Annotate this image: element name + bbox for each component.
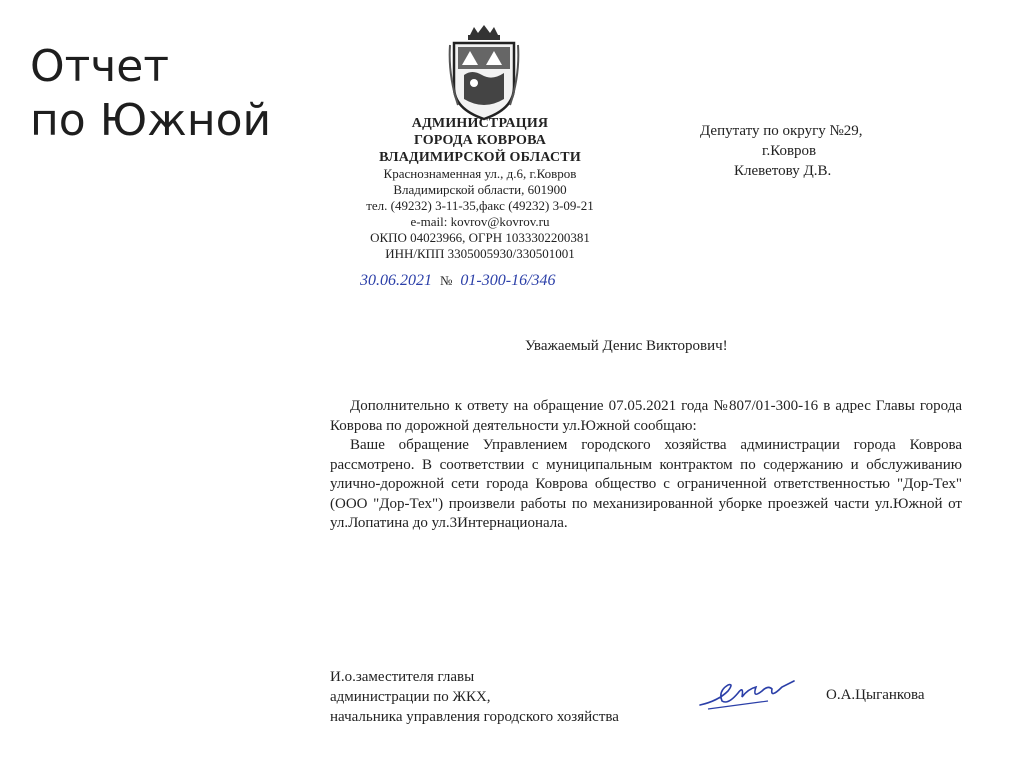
inn-kpp-line: ИНН/КПП 3305005930/330501001 (385, 246, 575, 261)
signer-position (330, 667, 619, 727)
org-name-line: АДМИНИСТРАЦИЯ (411, 116, 549, 131)
email-line: e-mail: kovrov@kovrov.ru (410, 214, 550, 229)
address-line: Краснознаменная ул., д.6, г.Ковров (383, 166, 577, 181)
addressee-line: Депутату по округу №29, (700, 123, 863, 139)
signer-position-line: администрации по ЖКХ, (330, 689, 491, 705)
signer-position-line: начальника управления городского хозяйства (330, 709, 619, 725)
addressee-line: г.Ковров (762, 143, 817, 159)
slide-title (30, 40, 271, 148)
letterhead (330, 115, 630, 262)
org-name-line: ГОРОДА КОВРОВА (413, 133, 547, 148)
addressee-line: Клеветову Д.В. (734, 163, 832, 179)
handwritten-signature (698, 675, 798, 715)
letter-date: 30.06.2021 (360, 272, 432, 289)
signer-position-line: И.о.заместителя главы (330, 669, 475, 685)
slide-title-line-2: по Южной (30, 95, 272, 146)
greeting: Уважаемый Денис Викторович! (525, 338, 728, 354)
letter-number: 01-300-16/346 (460, 272, 556, 289)
body-paragraph: Дополнительно к ответу на обращение 07.05.2021 года №807/01-300-16 в адрес Главы города Коврова по дорожной деятельности ул.Южной сообщаю: (330, 398, 962, 434)
letter-date-number (360, 272, 556, 290)
okpo-ogrn-line: ОКПО 04023966, ОГРН 1033302200381 (370, 230, 590, 245)
coat-of-arms-icon (448, 25, 520, 121)
addressee-block (700, 121, 960, 181)
slide-title-line-1: Отчет (30, 41, 169, 92)
org-name-line: ВЛАДИМИРСКОЙ ОБЛАСТИ (379, 150, 581, 165)
number-sign: № (440, 273, 453, 288)
body-paragraph: Ваше обращение Управлением городского хозяйства администрации города Коврова рассмотрено. В соответствии с муниципальным контрактом по содержанию и обслуживанию улично-дорожной сети города Коврова общество с ограниченной ответственностью "Дор-Тех" (ООО "Дор-Тех") произвели работы по механизированной уборке проезжей части ул.Южной от ул.Лопатина до ул.3Интернационала. (330, 437, 962, 531)
signer-name: О.А.Цыганкова (826, 687, 925, 703)
letter-body (330, 397, 962, 534)
phone-line: тел. (49232) 3-11-35,факс (49232) 3-09-21 (366, 198, 594, 213)
scanned-letter (330, 25, 970, 750)
address-line: Владимирской области, 601900 (393, 182, 567, 197)
